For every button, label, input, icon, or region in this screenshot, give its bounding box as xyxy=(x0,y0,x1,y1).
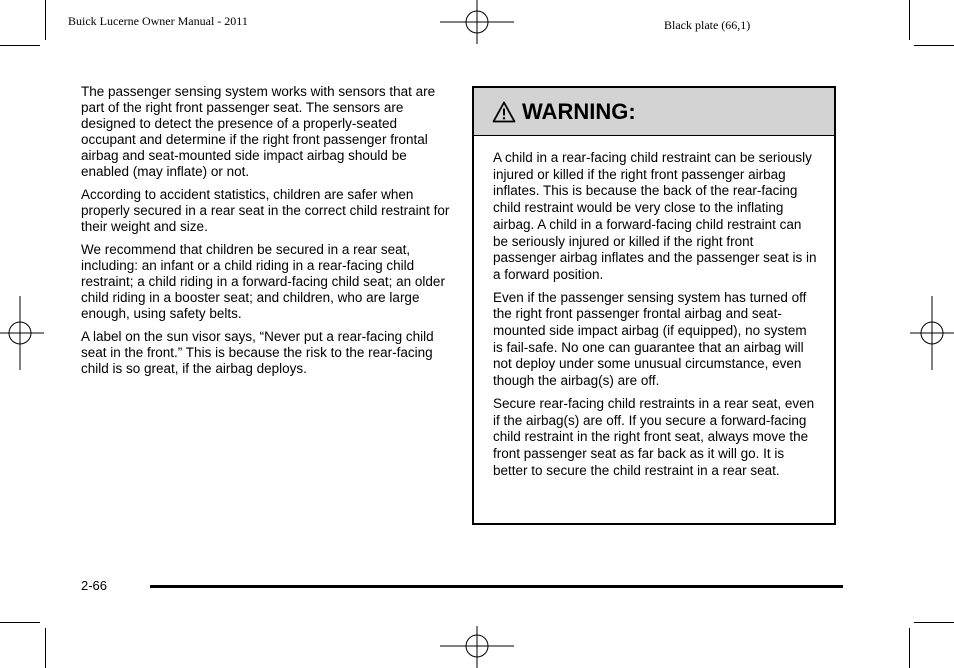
warning-box xyxy=(472,86,836,525)
registration-mark-right xyxy=(910,296,954,370)
registration-mark-bottom xyxy=(440,626,514,668)
warning-paragraph: A child in a rear-facing child restraint can be seriously injured or killed if the right front passenger airbag inflates. This is because the back of the rear-facing child restraint would be very close to the inflating airbag. A child in a forward-facing child restraint can be seriously injured or killed if the right front passenger airbag inflates and the passenger seat is in a forward position. xyxy=(493,150,817,282)
warning-header xyxy=(474,88,834,136)
body-text-column xyxy=(81,84,451,384)
registration-mark-left xyxy=(0,296,44,370)
body-paragraph: A label on the sun visor says, “Never put a rear-facing child seat in the front.” This is because the risk to the rear-facing child is so great, if the airbag deploys. xyxy=(81,329,434,376)
warning-title: WARNING: xyxy=(522,98,636,124)
page-number: 2-66 xyxy=(81,578,108,593)
warning-paragraph: Secure rear-facing child restraints in a rear seat, even if the airbag(s) are off. If you secure a forward-facing child restraint in the right front seat, always move the front passenger seat as far back as it will go. It is better to secure the child restraint in a rear seat. xyxy=(493,395,815,478)
body-paragraph: The passenger sensing system works with sensors that are part of the right front passenger seat. The sensors are designed to detect the presence of a properly-seated occupant and determine if the right front passenger frontal airbag and seat-mounted side impact airbag should be enabled (may inflate) or not. xyxy=(81,84,436,179)
plate-label: Black plate (66,1) xyxy=(664,18,751,32)
body-paragraph: According to accident statistics, children are safer when properly secured in a rear seat in the correct child restraint for their weight and size. xyxy=(81,187,450,234)
warning-paragraph: Even if the passenger sensing system has turned off the right front passenger frontal airbag and seat-mounted side impact airbag (if equipped), no system is fail-safe. No one can guarantee that an airbag will not deploy under some unusual circumstance, even though the airbag(s) are off. xyxy=(493,289,807,389)
body-paragraph: We recommend that children be secured in a rear seat, including: an infant or a child riding in a rear-facing child restraint; a child riding in a forward-facing child seat; an older child riding in a booster seat; and children, who are large enough, using safety belts. xyxy=(81,242,445,321)
manual-title: Buick Lucerne Owner Manual - 2011 xyxy=(68,14,248,28)
footer-rule xyxy=(150,585,843,588)
registration-mark-top xyxy=(440,0,514,44)
warning-body xyxy=(474,136,834,479)
warning-triangle-icon xyxy=(492,101,516,123)
